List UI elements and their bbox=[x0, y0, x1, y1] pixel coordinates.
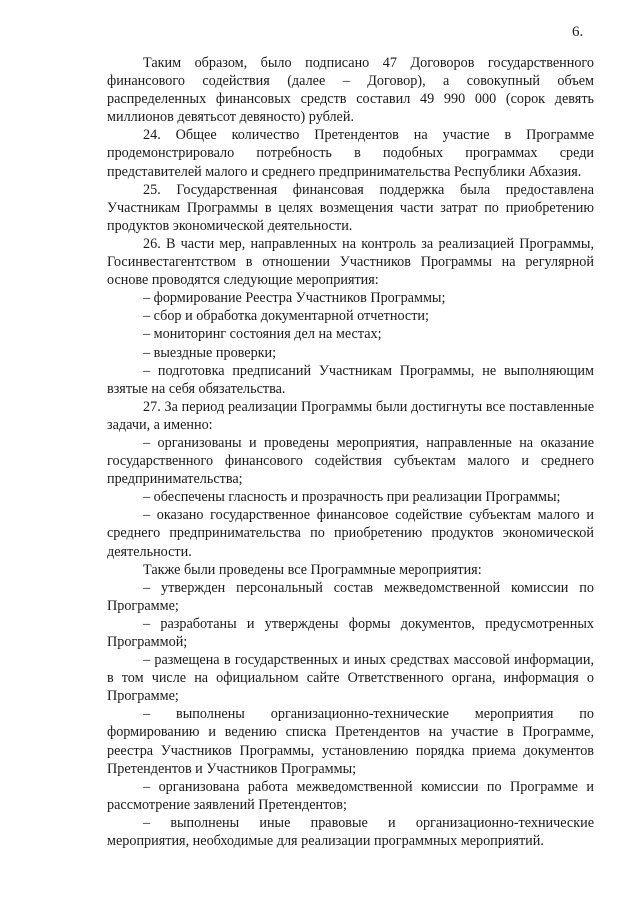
list-item: – организованы и проведены мероприятия, направленные на оказание государственного финансового содействия субъектам малого и среднего предпринимательства; bbox=[107, 434, 594, 488]
list-item: – размещена в государственных и иных средствах массовой информации, в том числе на официальном сайте Ответственного органа, информация о Программе; bbox=[107, 652, 594, 705]
list-item: – подготовка предписаний Участникам Программы, не выполняющим взятые на себя обязательства. bbox=[107, 362, 594, 397]
list-item: – разработаны и утверждены формы документов, предусмотренных Программой; bbox=[107, 615, 594, 650]
list-item: – утвержден персональный состав межведомственной комиссии по Программе; bbox=[107, 579, 594, 614]
list-item: – оказано государственное финансовое содействие субъектам малого и среднего предпринимательства по приобретению продуктов экономической деятельности. bbox=[107, 507, 594, 560]
paragraph-24: 24. Общее количество Претендентов на участие в Программе продемонстрировало потребность в подобных программах среди представителей малого и среднего предпринимательства Республики Абхазия. bbox=[107, 127, 594, 180]
list-item: – мониторинг состояния дел на местах; bbox=[143, 326, 382, 343]
list-item: – выездные проверки; bbox=[143, 344, 277, 361]
paragraph-27: 27. За период реализации Программы были достигнуты все поставленные задачи, а именно: bbox=[107, 398, 594, 433]
paragraph-26: 26. В части мер, направленных на контроль за реализацией Программы, Госинвестагентством в отношении Участников Программы на регулярной основе проводятся следующие мероприятия: bbox=[107, 235, 594, 289]
list-item: – сбор и обработка документарной отчетности; bbox=[143, 308, 429, 325]
document-body bbox=[107, 54, 594, 850]
list-item: – выполнены организационно-технические мероприятия по формированию и ведению списка Претендентов на участие в Программе, реестра Участников Программы, установлению порядка приема документов Претендентов и Участников Программы; bbox=[107, 706, 594, 777]
list-item: – организована работа межведомственной комиссии по Программе и рассмотрение заявлений Претендентов; bbox=[107, 778, 594, 813]
paragraph-summary: Таким образом, было подписано 47 Договоров государственного финансового содействия (далее – Договор), а совокупный объем распределенных финансовых средств составил 49 990 000 (сорок девять миллионов девятьсот девяносто) рублей. bbox=[107, 55, 594, 126]
paragraph-25: 25. Государственная финансовая поддержка была предоставлена Участникам Программы в целях возмещения части затрат по приобретению продуктов экономической деятельности. bbox=[107, 181, 594, 234]
paragraph-measures-intro: Также были проведены все Программные мероприятия: bbox=[143, 561, 482, 578]
page-number: 6. bbox=[572, 24, 584, 40]
list-item: – обеспечены гласность и прозрачность при реализации Программы; bbox=[143, 489, 561, 506]
list-item: – выполнены иные правовые и организационно-технические мероприятия, необходимые для реализации программных мероприятий. bbox=[107, 814, 594, 850]
list-item: – формирование Реестра Участников Программы; bbox=[143, 290, 446, 307]
